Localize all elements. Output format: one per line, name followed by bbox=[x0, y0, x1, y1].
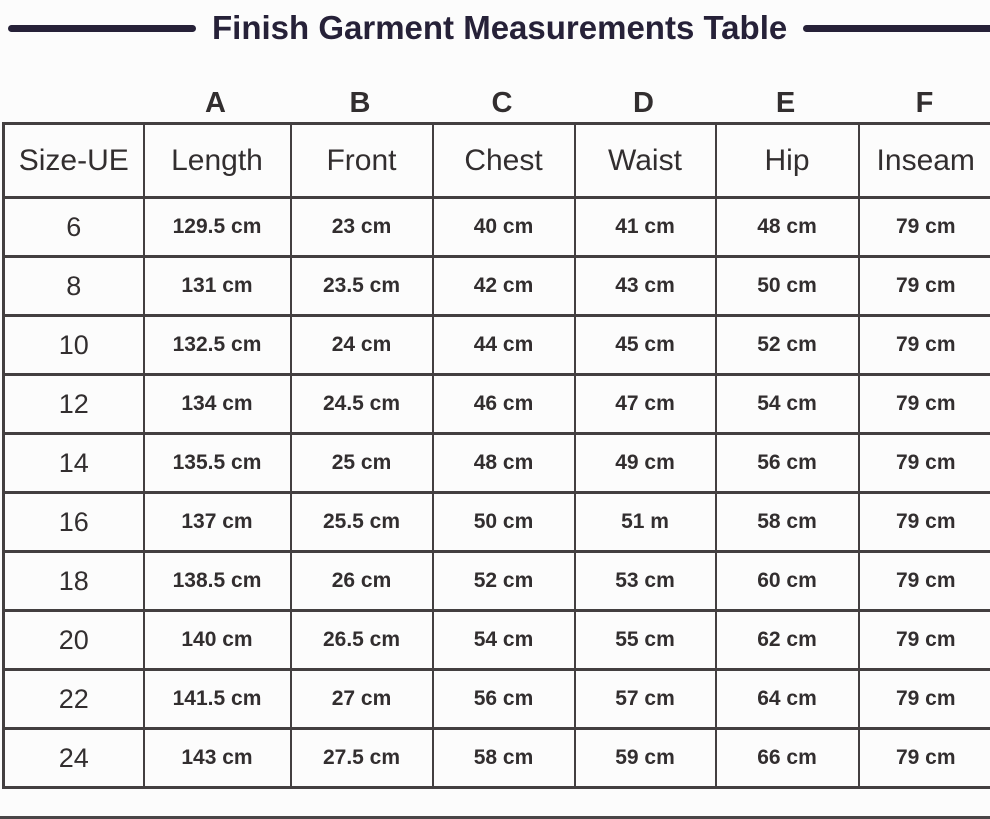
measurement-cell: 44 cm bbox=[433, 316, 575, 375]
measurement-cell: 79 cm bbox=[859, 552, 990, 611]
table-row bbox=[4, 670, 990, 729]
measurement-cell: 79 cm bbox=[859, 493, 990, 552]
measurement-cell: 138.5 cm bbox=[144, 552, 291, 611]
measurement-cell: 46 cm bbox=[433, 375, 575, 434]
measurement-cell: 47 cm bbox=[575, 375, 716, 434]
measurement-cell: 52 cm bbox=[433, 552, 575, 611]
measurement-cell: 57 cm bbox=[575, 670, 716, 729]
measurement-cell: 54 cm bbox=[716, 375, 859, 434]
measurement-cell: 66 cm bbox=[716, 729, 859, 788]
title-rule-right bbox=[803, 25, 990, 32]
measurement-cell: 60 cm bbox=[716, 552, 859, 611]
row-size-label: 18 bbox=[4, 552, 144, 611]
measurement-cell: 27 cm bbox=[291, 670, 433, 729]
row-size-label: 14 bbox=[4, 434, 144, 493]
measurement-cell: 27.5 cm bbox=[291, 729, 433, 788]
row-size-label: 16 bbox=[4, 493, 144, 552]
column-letter: C bbox=[491, 87, 513, 119]
measurement-cell: 41 cm bbox=[575, 198, 716, 257]
column-header: Length bbox=[144, 124, 291, 198]
measurement-cell: 50 cm bbox=[716, 257, 859, 316]
measurement-cell: 79 cm bbox=[859, 316, 990, 375]
measurement-cell: 23.5 cm bbox=[291, 257, 433, 316]
measurement-cell: 52 cm bbox=[716, 316, 859, 375]
measurement-cell: 79 cm bbox=[859, 611, 990, 670]
measurements-table bbox=[2, 122, 990, 789]
column-letter-spacer bbox=[2, 120, 142, 122]
measurement-cell: 45 cm bbox=[575, 316, 716, 375]
measurement-cell: 26.5 cm bbox=[291, 611, 433, 670]
table-row bbox=[4, 493, 990, 552]
measurement-cell: 51 m bbox=[575, 493, 716, 552]
measurement-cell: 56 cm bbox=[716, 434, 859, 493]
column-letter: D bbox=[633, 87, 654, 119]
column-letters-row bbox=[2, 80, 990, 122]
column-header: Waist bbox=[575, 124, 716, 198]
table-row bbox=[4, 257, 990, 316]
measurement-cell: 135.5 cm bbox=[144, 434, 291, 493]
measurement-cell: 134 cm bbox=[144, 375, 291, 434]
measurement-cell: 42 cm bbox=[433, 257, 575, 316]
column-letter: A bbox=[205, 87, 226, 119]
table-row bbox=[4, 316, 990, 375]
measurement-cell: 25 cm bbox=[291, 434, 433, 493]
measurement-cell: 79 cm bbox=[859, 729, 990, 788]
measurement-cell: 140 cm bbox=[144, 611, 291, 670]
title-band bbox=[0, 0, 990, 48]
measurement-cell: 131 cm bbox=[144, 257, 291, 316]
row-size-label: 8 bbox=[4, 257, 144, 316]
column-header: Chest bbox=[433, 124, 575, 198]
row-size-label: 22 bbox=[4, 670, 144, 729]
column-letter: F bbox=[915, 87, 934, 119]
measurement-cell: 48 cm bbox=[433, 434, 575, 493]
measurement-cell: 58 cm bbox=[716, 493, 859, 552]
table-row bbox=[4, 611, 990, 670]
table-row bbox=[4, 198, 990, 257]
measurement-cell: 53 cm bbox=[575, 552, 716, 611]
measurement-cell: 79 cm bbox=[859, 198, 990, 257]
measurement-cell: 58 cm bbox=[433, 729, 575, 788]
measurement-cell: 40 cm bbox=[433, 198, 575, 257]
table-row bbox=[4, 552, 990, 611]
measurement-cell: 141.5 cm bbox=[144, 670, 291, 729]
measurement-cell: 79 cm bbox=[859, 257, 990, 316]
column-letter: E bbox=[775, 87, 796, 119]
table-row bbox=[4, 729, 990, 788]
measurement-cell: 59 cm bbox=[575, 729, 716, 788]
row-size-label: 6 bbox=[4, 198, 144, 257]
column-header: Inseam bbox=[859, 124, 990, 198]
measurement-cell: 137 cm bbox=[144, 493, 291, 552]
measurement-cell: 64 cm bbox=[716, 670, 859, 729]
column-header: Hip bbox=[716, 124, 859, 198]
page-title: Finish Garment Measurements Table bbox=[212, 9, 788, 46]
measurement-cell: 132.5 cm bbox=[144, 316, 291, 375]
table-row bbox=[4, 375, 990, 434]
row-size-label: 24 bbox=[4, 729, 144, 788]
measurement-cell: 49 cm bbox=[575, 434, 716, 493]
row-size-label: 12 bbox=[4, 375, 144, 434]
measurement-cell: 24 cm bbox=[291, 316, 433, 375]
measurement-cell: 129.5 cm bbox=[144, 198, 291, 257]
column-header: Front bbox=[291, 124, 433, 198]
measurement-cell: 79 cm bbox=[859, 375, 990, 434]
column-header: Size-UE bbox=[4, 124, 144, 198]
row-size-label: 20 bbox=[4, 611, 144, 670]
measurement-cell: 43 cm bbox=[575, 257, 716, 316]
measurement-cell: 25.5 cm bbox=[291, 493, 433, 552]
measurement-cell: 62 cm bbox=[716, 611, 859, 670]
measurement-cell: 143 cm bbox=[144, 729, 291, 788]
measurement-cell: 79 cm bbox=[859, 670, 990, 729]
measurement-cell: 50 cm bbox=[433, 493, 575, 552]
measurement-cell: 54 cm bbox=[433, 611, 575, 670]
table-header-row bbox=[4, 124, 990, 198]
measurement-cell: 48 cm bbox=[716, 198, 859, 257]
row-size-label: 10 bbox=[4, 316, 144, 375]
measurement-cell: 23 cm bbox=[291, 198, 433, 257]
measurement-cell: 55 cm bbox=[575, 611, 716, 670]
title-rule-left bbox=[8, 25, 196, 32]
column-letter: B bbox=[349, 87, 371, 119]
measurement-cell: 56 cm bbox=[433, 670, 575, 729]
measurement-cell: 24.5 cm bbox=[291, 375, 433, 434]
measurement-cell: 79 cm bbox=[859, 434, 990, 493]
measurement-cell: 26 cm bbox=[291, 552, 433, 611]
table-row bbox=[4, 434, 990, 493]
